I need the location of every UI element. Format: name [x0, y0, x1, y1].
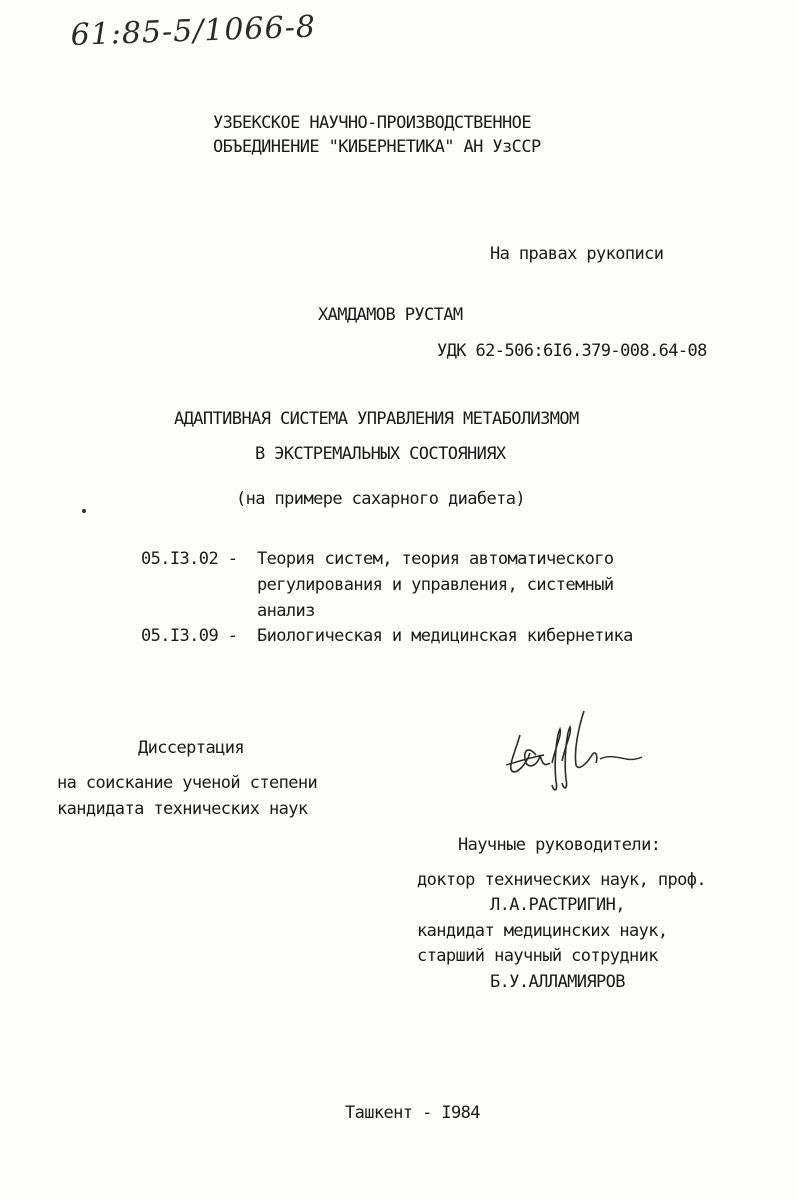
specialty-2-line-1: Биологическая и медицинская кибернетика	[257, 626, 633, 646]
title-line-1: АДАПТИВНАЯ СИСТЕМА УПРАВЛЕНИЯ МЕТАБОЛИЗМОМ	[174, 409, 579, 429]
dissertation-line-3: кандидата технических наук	[57, 799, 308, 819]
title-line-2: В ЭКСТРЕМАЛЬНЫХ СОСТОЯНИЯХ	[255, 444, 506, 464]
specialty-1-line-3: анализ	[257, 601, 315, 621]
organization-line-1: УЗБЕКСКОЕ НАУЧНО-ПРОИЗВОДСТВЕННОЕ	[213, 113, 531, 133]
udc-code: УДК 62-506:6I6.379-008.64-08	[437, 341, 707, 361]
advisor-1-title: доктор технических наук, проф.	[417, 870, 707, 890]
place-and-year: Ташкент - I984	[345, 1103, 480, 1123]
handwritten-archive-mark: 61:85-5/1066-8	[70, 9, 317, 53]
dissertation-label: Диссертация	[138, 738, 244, 758]
specialty-1-line-1: Теория систем, теория автоматического	[257, 549, 614, 569]
manuscript-rights: На правах рукописи	[490, 244, 664, 264]
title-subtitle: (на примере сахарного диабета)	[236, 489, 526, 509]
advisor-2-title-line-1: кандидат медицинских наук,	[417, 921, 668, 941]
dissertation-line-2: на соискание ученой степени	[57, 773, 318, 793]
specialty-code-2: 05.I3.09 -	[141, 626, 238, 646]
advisors-heading: Научные руководители:	[458, 835, 661, 855]
handwritten-signature	[500, 705, 650, 795]
specialty-code-1: 05.I3.02 -	[141, 549, 238, 569]
stray-ink-dot	[82, 509, 86, 513]
author-name: ХАМДАМОВ РУСТАМ	[318, 305, 463, 325]
organization-line-2: ОБЪЕДИНЕНИЕ "КИБЕРНЕТИКА" АН УзССР	[213, 137, 541, 157]
specialty-1-line-2: регулирования и управления, системный	[257, 575, 614, 595]
advisor-2-name: Б.У.АЛЛАМИЯРОВ	[490, 972, 625, 992]
advisor-1-name: Л.А.РАСТРИГИН,	[490, 895, 625, 915]
advisor-2-title-line-2: старший научный сотрудник	[417, 946, 658, 966]
